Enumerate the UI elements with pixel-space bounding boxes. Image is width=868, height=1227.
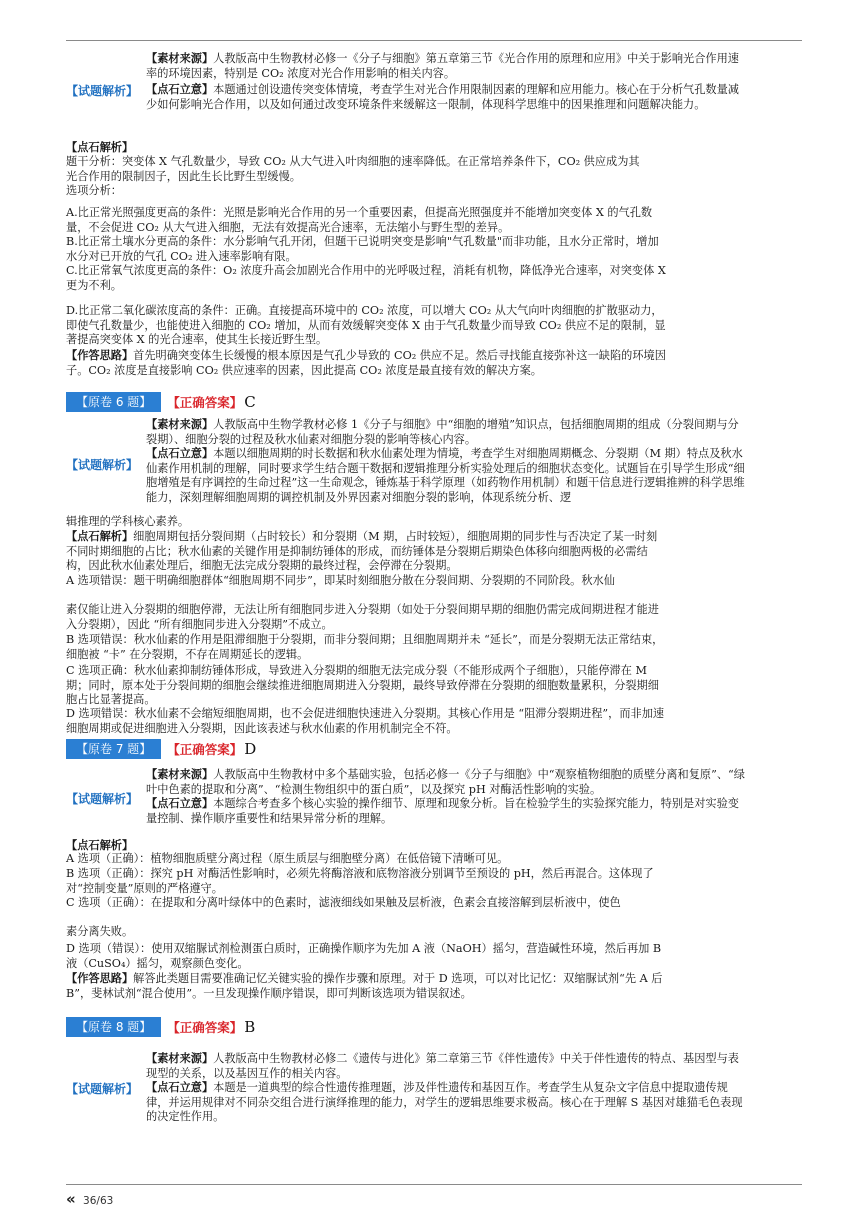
option-a-line2: 素仅能让进入分裂期的细胞停滞，无法让所有细胞同步进入分裂期（如处于分裂间期早期的细胞仍需完成间期进程才能进入分裂期），因此 “所有细胞同步进入分裂期”不成立。 — [66, 603, 659, 631]
option-b: B.比正常土壤水分更高的条件：水分影响气孔开闭，但题干已说明突变是影响"气孔数量"而非功能，且水分正常时，增加水分对已开放的气孔 CO₂ 进入速率影响有限。 — [66, 235, 659, 263]
key-intent — [146, 1080, 746, 1125]
correct-answer-label: 【正确答案】 — [167, 742, 243, 757]
double-arrow-icon: « — [66, 1190, 76, 1208]
analysis-tag: 【试题解析】 — [66, 1082, 139, 1096]
option-c: C 选项正确：秋水仙素抑制纺锤体形成，导致进入分裂期的细胞无法完成分裂（不能形成两个子细胞），只能停滞在 M 期；同时，原本处于分裂间期的细胞会继续推进细胞周期进入分裂期，最终导致停滞在分裂期的细胞数量累积，分裂期细胞占比显著提高。 — [66, 664, 659, 707]
intent-tail: 辑推理的学科核心素养。 — [66, 515, 190, 528]
stem-analysis — [66, 155, 756, 199]
question-7-header — [66, 739, 256, 759]
page-number: 36/63 — [83, 1195, 114, 1207]
option-a-line1: A 选项错误：题干明确细胞群体“细胞周期不同步”，即某时刻细胞分散在分裂间期、分裂期的不同阶段。秋水仙 — [66, 574, 615, 587]
option-d: D.比正常二氧化碳浓度高的条件：正确。直接提高环境中的 CO₂ 浓度，可以增大 CO₂ 从大气向叶肉细胞的扩散驱动力，即使气孔数量少，也能使进入细胞的 CO₂ 增加，从而有效缓解突变体 X 由于气孔数量少而导致 CO₂ 供应不足的限制，显著提高突变体 X 的光合速率，使其生长接近野生型。 — [66, 304, 666, 347]
correct-answer-value: D — [244, 740, 257, 758]
question-6-header — [66, 392, 256, 412]
analysis-tag: 【试题解析】 — [66, 458, 139, 472]
correct-answer-value: C — [244, 393, 256, 411]
option-c-line2: 素分离失败。 — [66, 925, 134, 938]
source-text: 人教版高中生物学教材必修 1《分子与细胞》中“细胞的增殖”知识点，包括细胞周期的组成（分裂间期与分裂期）、细胞分裂的过程及秋水仙素对细胞分裂的影响等核心内容。 — [146, 418, 739, 446]
footer-rule — [66, 1184, 802, 1185]
stem-line: 选项分析： — [66, 184, 122, 198]
option-a: A 选项（正确）：植物细胞质壁分离过程（原生质层与细胞壁分离）在低倍镜下清晰可见。 — [66, 852, 509, 865]
option-a: A.比正常光照强度更高的条件：光照是影响光合作用的另一个重要因素，但提高光照强度并不能增加突变体 X 的气孔数量，不会促进 CO₂ 从大气进入细胞，无法有效提高光合速率，无法缩小与野生型的差异。 — [66, 206, 653, 234]
intent-text: 本题以细胞周期的时长数据和秋水仙素处理为情境，考查学生对细胞周期概念、分裂期（M 期）特点及秋水仙素作用机制的理解，同时要求学生结合题干数据和逻辑推理分析实验处理后的细胞状态变化。试题旨在引导学生形成“细胞增殖是有序调控的生命过程”这一生命观念，锤炼基于科学原理（如药物作用机制）和题干信息进行逻辑推辨的科学思维能力，深刻理解细胞周期的调控机制及外界因素对细胞分裂的影响，体现系统分析、逻 — [146, 447, 745, 504]
analysis-title: 【点石解析】 — [66, 140, 134, 154]
page-footer — [66, 1190, 113, 1208]
idea-text: 解答此类题目需要准确记忆关键实验的操作步骤和原理。对于 D 选项，可以对比记忆：双缩脲试剂“先 A 后 B”，斐林试剂“混合使用”。一旦发现操作顺序错误，即可判断该选项为错误叙述。 — [66, 972, 666, 1000]
stem-line: 题干分析：突变体 X 气孔数量少，导致 CO₂ 从大气进入叶肉细胞的速率降低。在正常培养条件下，CO₂ 供应成为其 — [66, 155, 640, 168]
answer-idea — [66, 348, 666, 378]
idea-text: 首先明确突变体生长缓慢的根本原因是气孔少导致的 CO₂ 供应不足。然后寻找能直接弥补这一缺陷的环境因子。CO₂ 浓度是直接影响 CO₂ 供应速率的因素，因此提高 CO₂ 浓度是最直接有效的解决方案。 — [66, 349, 666, 377]
source-text: 人教版高中生物教材必修一《分子与细胞》第五章第三节《光合作用的原理和应用》中关于影响光合作用速率的环境因素，特别是 CO₂ 浓度对光合作用影响的相关内容。 — [146, 52, 739, 80]
idea-label: 【作答思路】 — [66, 971, 134, 985]
key-intent — [146, 82, 746, 112]
material-source — [146, 417, 746, 447]
analysis-tag: 【试题解析】 — [66, 792, 139, 806]
option-c-line1: C 选项（正确）：在提取和分离叶绿体中的色素时，滤液细线如果触及层析液，色素会直接溶解到层析液中，使色 — [66, 896, 621, 909]
answer-idea — [66, 971, 666, 1001]
intent-text: 本题是一道典型的综合性遗传推理题，涉及伴性遗传和基因互作。考查学生从复杂文字信息中提取遗传规律，并运用规律对不同杂交组合进行演绎推理的能力，对学生的逻辑思维要求极高。核心在于理解 S 基因对雄猫毛色表现的决定性作用。 — [146, 1081, 743, 1124]
stem-line: 光合作用的限制因子，因此生长比野生型缓慢。 — [66, 169, 301, 183]
analysis-label: 【点石解析】 — [66, 529, 134, 543]
option-c: C.比正常氧气浓度更高的条件：O₂ 浓度升高会加剧光合作用中的光呼吸过程，消耗有机物，降低净光合速率，对突变体 X 更为不利。 — [66, 264, 670, 292]
correct-answer-label: 【正确答案】 — [167, 1020, 243, 1035]
material-source — [146, 1051, 746, 1081]
option-b: B 选项（正确）：探究 pH 对酶活性影响时，必须先将酶溶液和底物溶液分别调节至预设的 pH，然后再混合。这体现了对“控制变量”原则的严格遵守。 — [66, 867, 654, 895]
source-label: 【素材来源】 — [146, 767, 214, 781]
key-intent — [146, 796, 746, 826]
source-label: 【素材来源】 — [146, 1051, 214, 1065]
question-box: 【原卷 6 题】 — [66, 392, 161, 412]
source-text: 人教版高中生物教材必修二《遗传与进化》第二章第三节《伴性遗传》中关于伴性遗传的特点、基因型与表现型的关系，以及基因互作的相关内容。 — [146, 1052, 739, 1080]
question-box: 【原卷 7 题】 — [66, 739, 161, 759]
option-d: D 选项错误：秋水仙素不会缩短细胞周期，也不会促进细胞快速进入分裂期。其核心作用是 “阻滞分裂期进程”，而非加速细胞周期或促进细胞进入分裂期，因此该表述与秋水仙素的作用机制完全不符。 — [66, 707, 665, 735]
material-source — [146, 767, 746, 797]
header-rule — [66, 40, 802, 41]
correct-answer-label: 【正确答案】 — [167, 395, 243, 410]
source-label: 【素材来源】 — [146, 417, 214, 431]
question-box: 【原卷 8 题】 — [66, 1017, 161, 1037]
idea-label: 【作答思路】 — [66, 348, 134, 362]
option-d: D 选项（错误）：使用双缩脲试剂检测蛋白质时，正确操作顺序为先加 A 液（NaOH）摇匀，营造碱性环境，然后再加 B 液（CuSO₄）摇匀，观察颜色变化。 — [66, 942, 665, 970]
question-8-header — [66, 1017, 255, 1037]
key-analysis — [66, 529, 666, 574]
intent-label: 【点石立意】 — [146, 796, 214, 810]
analysis-title: 【点石解析】 — [66, 838, 134, 852]
intent-label: 【点石立意】 — [146, 1080, 214, 1094]
option-b: B 选项错误：秋水仙素的作用是阻滞细胞于分裂期，而非分裂间期；且细胞周期并未 “延长”，而是分裂期无法正常结束，细胞被 “卡” 在分裂期，不存在周期延长的逻辑。 — [66, 633, 664, 661]
intent-label: 【点石立意】 — [146, 82, 214, 96]
intent-text: 本题综合考查多个核心实验的操作细节、原理和现象分析。旨在检验学生的实验探究能力，特别是对实验变量控制、操作顺序重要性和结果异常分析的理解。 — [146, 797, 739, 825]
analysis-text: 细胞周期包括分裂间期（占时较长）和分裂期（M 期，占时较短），细胞周期的同步性与否决定了某一时刻不同时期细胞的占比；秋水仙素的关键作用是抑制纺锤体的形成，而纺锤体是分裂期后期染色体移向细胞两极的必需结构，因此秋水仙素处理后，细胞无法完成分裂期的最终过程，会停滞在分裂期。 — [66, 530, 658, 573]
analysis-tag: 【试题解析】 — [66, 84, 139, 98]
source-text: 人教版高中生物教材中多个基础实验，包括必修一《分子与细胞》中“观察植物细胞的质壁分离和复原”、“绿叶中色素的提取和分离”、“检测生物组织中的蛋白质”，以及探究 pH 对酶活性影响的实验。 — [146, 768, 745, 796]
key-intent — [146, 446, 746, 505]
material-source — [146, 51, 746, 81]
source-label: 【素材来源】 — [146, 51, 214, 65]
intent-text: 本题通过创设遗传突变体情境，考查学生对光合作用限制因素的理解和应用能力。核心在于分析气孔数量减少如何影响光合作用，以及如何通过改变环境条件来缓解这一限制，体现科学思维中的因果推理和问题解决能力。 — [146, 83, 739, 111]
correct-answer-value: B — [244, 1018, 256, 1036]
intent-label: 【点石立意】 — [146, 446, 214, 460]
